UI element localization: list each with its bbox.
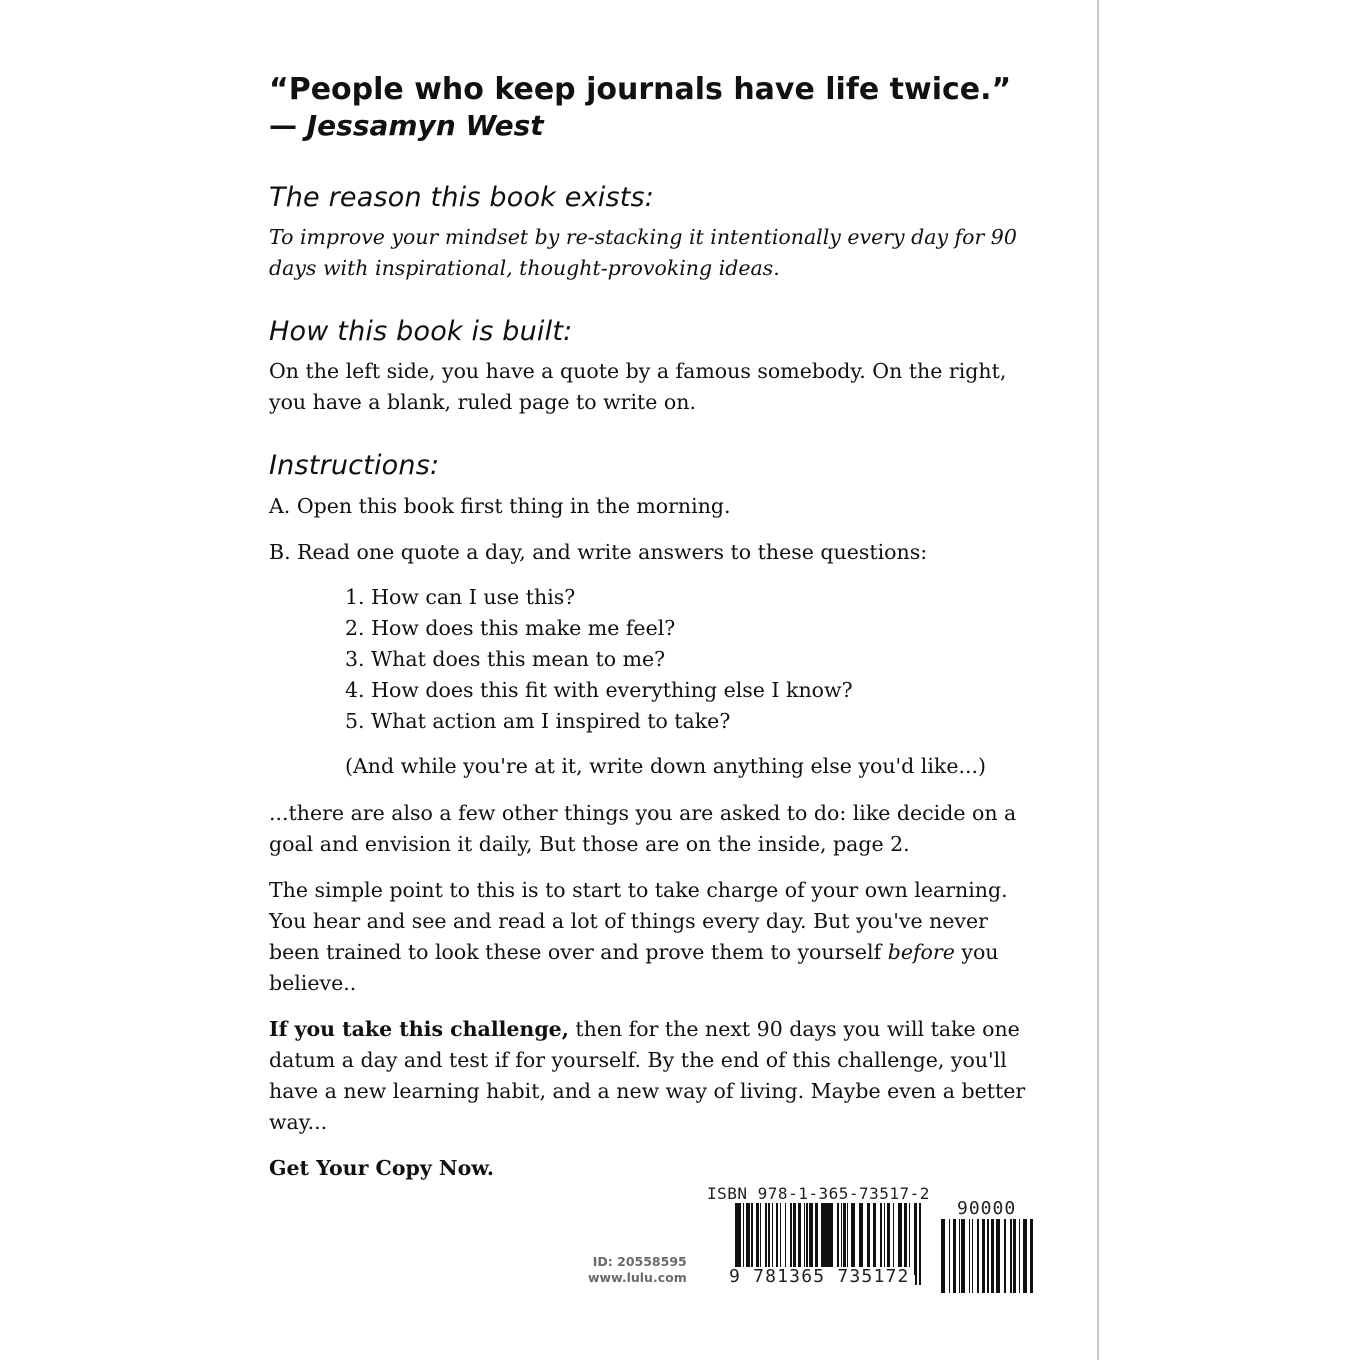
isbn-label: ISBN 978-1-365-73517-2 [707, 1184, 930, 1203]
simple-point-emphasis: before [887, 940, 955, 964]
barcode-stripe [746, 1203, 750, 1275]
epigraph-author [269, 108, 1029, 144]
barcode-stripe [790, 1203, 792, 1275]
barcode-stripe [798, 1203, 801, 1275]
barcode-stripe [827, 1203, 829, 1275]
barcode-stripe [851, 1203, 855, 1275]
question-item: 5. What action am I inspired to take? [345, 709, 731, 733]
question-item: 3. What does this mean to me? [345, 647, 666, 671]
barcode-stripe [991, 1219, 994, 1293]
price-code: 90000 [957, 1198, 1017, 1219]
simple-point-after: you believe.. [269, 940, 999, 995]
also-paragraph: ...there are also a few other things you are asked to do: like decide on a goal and envision it daily, But those are on the inside, page 2. [269, 801, 1017, 856]
instruction-aside: (And while you're at it, write down anything else you'd like...) [345, 754, 987, 778]
barcode-stripe [837, 1203, 839, 1275]
instruction-step-b: B. Read one quote a day, and write answers to these questions: [269, 540, 928, 564]
barcode-stripe [859, 1203, 863, 1275]
question-item: 1. How can I use this? [345, 585, 576, 609]
simple-point-before: The simple point to this is to start to take charge of your own learning. You hear and see and read a lot of things every day. But you've never been trained to look these over and prove them to yourself [269, 878, 1008, 964]
barcode-stripe [972, 1219, 973, 1293]
reason-heading: The reason this book exists: [269, 182, 655, 213]
barcode-stripe [756, 1203, 759, 1275]
question-item: 4. How does this fit with everything else I know? [345, 678, 853, 702]
barcode-stripe [1010, 1219, 1012, 1293]
barcode-stripe [898, 1203, 902, 1275]
barcode-stripe [961, 1219, 965, 1293]
epigraph-quote: “People who keep journals have life twice.” [269, 72, 1012, 107]
question-list [345, 582, 1029, 737]
back-cover-text [269, 72, 1029, 1184]
barcode-stripe [821, 1203, 825, 1275]
publisher-site: www.lulu.com [588, 1270, 687, 1285]
spine-divider [1097, 0, 1099, 1360]
barcode-guard-bar [919, 1203, 921, 1285]
barcode-stripe [765, 1203, 767, 1275]
reason-body: To improve your mindset by re-stacking it intentionally every day for 90 days with inspirational, thought-provoking ideas. [269, 225, 1017, 280]
question-item: 2. How does this make me feel? [345, 616, 676, 640]
author-name: Jessamyn West [306, 109, 544, 142]
barcode-stripe [806, 1203, 808, 1275]
barcode-stripe [873, 1203, 876, 1275]
barcode-stripe [1004, 1219, 1006, 1293]
publisher-info [588, 1254, 687, 1286]
barcode-stripe [815, 1203, 818, 1275]
barcode-stripe [909, 1203, 910, 1275]
barcode-stripe [996, 1219, 1000, 1293]
barcode-stripe [776, 1203, 778, 1275]
barcode-stripe [843, 1203, 846, 1275]
barcode-stripe [893, 1203, 894, 1275]
barcode-stripe [772, 1203, 773, 1275]
barcode-stripe [809, 1203, 813, 1275]
barcode-stripe [1023, 1219, 1027, 1293]
barcode-stripe [1030, 1219, 1033, 1293]
barcode-stripe [949, 1219, 950, 1293]
barcode-stripe [867, 1203, 870, 1275]
barcode-guard-bar [915, 1203, 917, 1285]
simple-point-paragraph [269, 875, 1029, 999]
barcode-stripe [1019, 1219, 1020, 1293]
built-body: On the left side, you have a quote by a famous somebody. On the right, you have a blank, ruled page to write on. [269, 359, 1007, 414]
barcode-stripe [768, 1203, 770, 1275]
challenge-rest: then for the next 90 days you will take one datum a day and test if for yourself. By the end of this challenge, you'll have a new learning habit, and a new way of living. Maybe even a better way... [269, 1017, 1026, 1134]
barcode-stripe [953, 1219, 956, 1293]
barcode-stripe [887, 1203, 890, 1275]
instructions-heading: Instructions: [269, 450, 440, 481]
barcode-stripe [743, 1203, 744, 1275]
barcode-stripe [804, 1203, 805, 1275]
call-to-action: Get Your Copy Now. [269, 1156, 495, 1180]
barcode-stripe [785, 1203, 786, 1275]
publisher-id: ID: 20558595 [592, 1254, 687, 1269]
isbn-barcode [705, 1185, 1040, 1297]
barcode-stripe [987, 1219, 989, 1293]
barcode-digits: 9 781365 735172 [729, 1266, 910, 1287]
barcode-stripe [847, 1203, 848, 1275]
barcode-stripe [959, 1219, 960, 1293]
instruction-step-a: A. Open this book first thing in the morning. [269, 494, 731, 518]
author-dash: — [269, 109, 307, 142]
barcode-stripe [880, 1203, 882, 1275]
challenge-paragraph [269, 1014, 1029, 1138]
barcode-stripe [751, 1203, 753, 1275]
barcode-stripe [760, 1203, 761, 1275]
barcode-stripe [904, 1203, 907, 1275]
barcode-stripe [831, 1203, 833, 1275]
barcode-stripe [841, 1203, 842, 1275]
barcode-stripe [941, 1219, 945, 1293]
barcode-stripe [884, 1203, 885, 1275]
barcode-stripe [793, 1203, 796, 1275]
barcode-stripe [982, 1219, 985, 1293]
barcode-stripe [977, 1219, 979, 1293]
barcode-stripe [1013, 1219, 1016, 1293]
built-heading: How this book is built: [269, 316, 573, 347]
challenge-lead: If you take this challenge, [269, 1017, 569, 1041]
barcode-stripe [780, 1203, 781, 1275]
barcode-stripe [969, 1219, 970, 1293]
